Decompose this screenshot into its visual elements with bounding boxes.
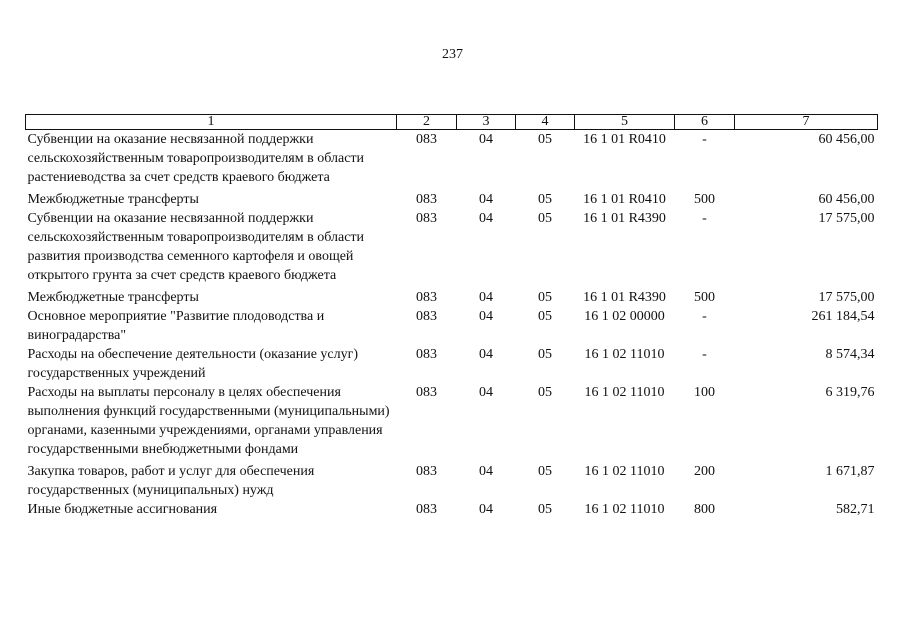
row-section: 04 [479,502,493,517]
table-row [26,462,878,500]
row-amount: 17 575,00 [818,211,875,226]
row-subsection: 05 [538,192,552,207]
table-row [26,288,878,307]
row-section: 04 [479,464,493,479]
row-expense-type: 800 [694,502,715,517]
row-subsection: 05 [538,290,552,305]
row-ministry-code: 083 [416,132,437,147]
row-expense-type: 500 [694,290,715,305]
row-subsection: 05 [538,502,552,517]
row-amount: 582,71 [836,502,875,517]
row-amount: 6 319,76 [825,385,875,400]
row-target-article: 16 1 02 00000 [584,309,665,324]
column-header-1: 1 [26,115,397,130]
row-ministry-code: 083 [416,290,437,305]
row-ministry-code: 083 [416,502,437,517]
table-row [26,130,878,191]
column-header-5: 5 [575,115,675,130]
row-subsection: 05 [538,211,552,226]
row-section: 04 [479,385,493,400]
row-name: Межбюджетные трансферты [27,192,199,207]
row-ministry-code: 083 [416,192,437,207]
table-row [26,209,878,288]
table-row [26,190,878,209]
row-name: Расходы на обеспечение деятельности (оказание услуг) государственных учреждений [27,347,359,381]
table-header-row [26,115,878,130]
row-expense-type: 500 [694,192,715,207]
row-section: 04 [479,309,493,324]
column-header-4: 4 [516,115,575,130]
row-name: Субвенции на оказание несвязанной поддержки сельскохозяйственным товаропроизводителям в области развития производства семенного картофеля и овощей открытого грунта за счет средств краевого бюджета [27,211,365,283]
budget-table [25,114,878,519]
row-expense-type: - [702,309,707,324]
row-target-article: 16 1 02 11010 [584,385,665,400]
row-expense-type: 200 [694,464,715,479]
column-header-2: 2 [397,115,457,130]
row-subsection: 05 [538,309,552,324]
row-target-article: 16 1 02 11010 [584,464,665,479]
row-amount: 8 574,34 [825,347,875,362]
column-header-7: 7 [735,115,878,130]
row-section: 04 [479,132,493,147]
row-expense-type: 100 [694,385,715,400]
table-row [26,383,878,462]
row-target-article: 16 1 01 R4390 [583,211,666,226]
row-name: Иные бюджетные ассигнования [27,502,218,517]
row-subsection: 05 [538,385,552,400]
row-expense-type: - [702,132,707,147]
row-section: 04 [479,211,493,226]
row-expense-type: - [702,211,707,226]
row-amount: 261 184,54 [811,309,875,324]
row-name: Межбюджетные трансферты [27,290,199,305]
row-subsection: 05 [538,132,552,147]
row-section: 04 [479,290,493,305]
row-name: Расходы на выплаты персоналу в целях обеспечения выполнения функций государственными (муниципальными) органами, казенными учреждениями, органами управления государственными внебюджетными фондами [27,385,390,457]
page-number: 237 [442,47,463,62]
row-subsection: 05 [538,464,552,479]
row-amount: 60 456,00 [818,132,875,147]
row-expense-type: - [702,347,707,362]
row-target-article: 16 1 02 11010 [584,347,665,362]
row-section: 04 [479,347,493,362]
column-header-6: 6 [675,115,735,130]
row-subsection: 05 [538,347,552,362]
row-amount: 60 456,00 [818,192,875,207]
row-section: 04 [479,192,493,207]
row-target-article: 16 1 02 11010 [584,502,665,517]
row-ministry-code: 083 [416,309,437,324]
row-name: Субвенции на оказание несвязанной поддержки сельскохозяйственным товаропроизводителям в области растениеводства за счет средств краевого бюджета [27,132,365,185]
row-target-article: 16 1 01 R0410 [583,192,666,207]
row-ministry-code: 083 [416,464,437,479]
row-name: Основное мероприятие "Развитие плодоводства и виноградарства" [27,309,325,343]
column-header-3: 3 [457,115,516,130]
table-row [26,345,878,383]
row-name: Закупка товаров, работ и услуг для обеспечения государственных (муниципальных) нужд [27,464,315,498]
row-ministry-code: 083 [416,211,437,226]
table-row [26,307,878,345]
row-amount: 1 671,87 [825,464,875,479]
row-target-article: 16 1 01 R4390 [583,290,666,305]
row-ministry-code: 083 [416,347,437,362]
table-row [26,500,878,519]
row-target-article: 16 1 01 R0410 [583,132,666,147]
row-ministry-code: 083 [416,385,437,400]
row-amount: 17 575,00 [818,290,875,305]
